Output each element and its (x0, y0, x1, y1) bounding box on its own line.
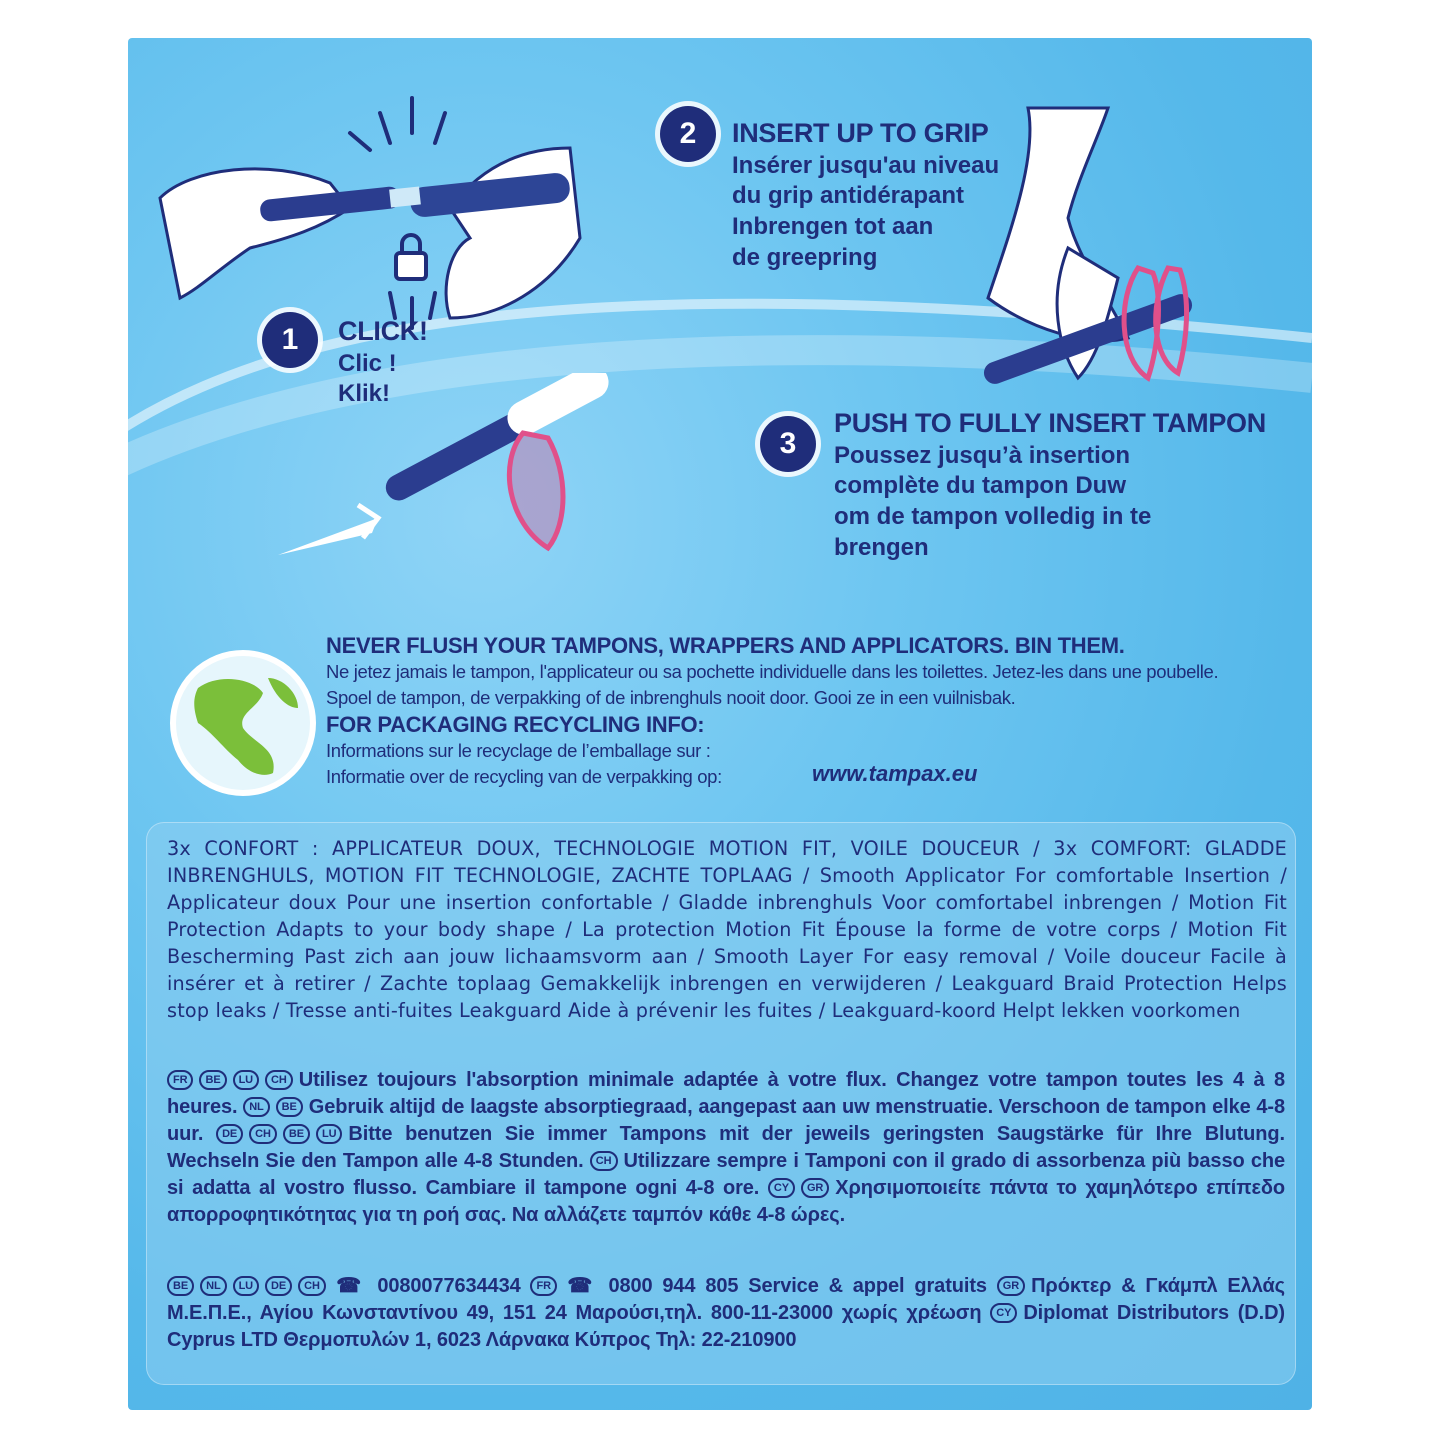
absorbency-warnings (167, 1067, 1285, 1229)
country-badge: LU (316, 1124, 342, 1144)
disposal-info (326, 633, 1286, 790)
country-badge: CY (990, 1303, 1017, 1323)
country-badge: FR (167, 1070, 193, 1090)
country-badge: CH (590, 1151, 618, 1171)
country-badge: CH (249, 1124, 277, 1144)
warning-gr: Χρησιμοποιείτε πάντα το χαμηλότερο επίπεδο απορροφητικότητας για τη ροή σας. Να αλλάζετε ταμπόν κάθε 4-8 ώρες. (167, 1177, 1286, 1226)
step-1-nl: Klik! (338, 380, 391, 408)
step-2-text (732, 116, 999, 273)
telephone-icon: ☎ (562, 1275, 597, 1297)
step-3-badge: 3 (760, 416, 816, 472)
step-3-line: complète du tampon Duw (834, 472, 1127, 500)
step-2-badge: 2 (660, 106, 716, 162)
recycling-fr: Informations sur le recyclage de l’emballage sur : (326, 739, 711, 761)
step-2-line: de greepring (732, 243, 878, 271)
step-2-line: du grip antidérapant (732, 182, 965, 210)
country-badge: GR (801, 1178, 829, 1198)
disposal-nl: Spoel de tampon, de verpakking of de inbrenghuls nooit door. Gooi ze in een vuilnisbak. (326, 687, 1016, 709)
step-2-line: Insérer jusqu'au niveau (732, 151, 1000, 179)
country-badge: FR (530, 1276, 556, 1296)
step-1-heading: CLICK! (338, 316, 428, 346)
country-badge: BE (167, 1276, 194, 1296)
country-badge: LU (233, 1070, 259, 1090)
step-3-line: brengen (834, 533, 929, 561)
telephone-icon: ☎ (331, 1275, 366, 1297)
warning-nl: Gebruik altijd de laagste absorptiegraad, aangepast aan uw menstruatie. Verschoon de tampon elke 4-8 uur. (167, 1096, 1285, 1145)
step-3-heading: PUSH TO FULLY INSERT TAMPON (834, 408, 1266, 438)
website-link[interactable]: www.tampax.eu (812, 761, 978, 786)
country-badge: BE (283, 1124, 310, 1144)
contact-gr: Πρόκτερ & Γκάμπλ Ελλάς Μ.Ε.Π.Ε., Αγίου Κωνσταντίνου 49, 151 24 Μαρούσι,τηλ. 800-11-23000 χωρίς χρέωση (167, 1275, 1285, 1324)
warning-de: Bitte benutzen Sie immer Tampons mit der jeweils geringsten Saugstärke für Ihre Blutung. Wechseln Sie den Tampon alle 4-8 Stunden. (167, 1123, 1285, 1172)
product-claims: 3x CONFORT : APPLICATEUR DOUX, TECHNOLOGIE MOTION FIT, VOILE DOUCEUR / 3x COMFORT: GLADDE INBRENGHULS, MOTION FIT TECHNOLOGIE, ZACHTE TOPLAAG / Smooth Applicator For comfortable Insertion / Applicateur doux Pour une insertion confortable / Gladde inbrenghuls Voor comfortabel inbrengen / Motion Fit Protection Adapts to your body shape / La protection Motion Fit Épouse la forme de votre corps / Motion Fit Bescherming Past zich aan jouw lichaamsvorm aan / Smooth Layer For easy removal / Voile douceur Facile à insérer et à retirer / Zachte toplaag Gemakkelijk inbrengen en verwijderen / Leakguard Braid Protection Helps stop leaks / Tresse anti-fuites Leakguard Aide à prévenir les fuites / Leakguard-koord Helpt lekken voorkomen (167, 837, 1287, 1022)
insert-hand-illustration (968, 98, 1198, 398)
country-badge: DE (216, 1124, 243, 1144)
step-3-line: om de tampon volledig in te (834, 502, 1152, 530)
country-badge: CH (265, 1070, 293, 1090)
phone-fr: 0800 944 805 Service & appel gratuits (608, 1275, 987, 1297)
claims-panel (146, 822, 1296, 1385)
globe-icon (168, 648, 318, 798)
step-1-fr: Clic ! (338, 349, 397, 377)
step-2-heading: INSERT UP TO GRIP (732, 118, 989, 148)
country-badge: LU (233, 1276, 259, 1296)
disposal-fr: Ne jetez jamais le tampon, l'applicateur ou sa pochette individuelle dans les toilettes. Jetez-les dans une poubelle. (326, 661, 1219, 682)
package-back-panel (128, 38, 1312, 1410)
warning-it: Utilizzare sempre i Tamponi con il grado di assorbenza più basso che si adatta al vostro flusso. Cambiare il tampone ogni 4-8 ore. (167, 1150, 1285, 1199)
contact-info (167, 1273, 1285, 1354)
country-badge: BE (199, 1070, 226, 1090)
step-3-line: Poussez jusqu’à insertion (834, 441, 1131, 469)
country-badge: NL (200, 1276, 226, 1296)
country-badge: CY (768, 1178, 795, 1198)
country-badge: CH (298, 1276, 326, 1296)
step-2-line: Inbrengen tot aan (732, 212, 934, 240)
recycling-nl: Informatie over de recycling van de verpakking op: (326, 765, 722, 787)
country-badge: NL (243, 1097, 269, 1117)
warning-fr: Utilisez toujours l'absorption minimale adaptée à votre flux. Changez votre tampon toutes les 4 à 8 heures. (167, 1069, 1285, 1118)
phone-number: 0080077634434 (377, 1275, 521, 1297)
country-badge: DE (265, 1276, 292, 1296)
recycling-heading: FOR PACKAGING RECYCLING INFO: (326, 711, 705, 737)
country-badge: BE (276, 1097, 303, 1117)
step-3-text (834, 406, 1266, 563)
disposal-heading: NEVER FLUSH YOUR TAMPONS, WRAPPERS AND APPLICATORS. BIN THEM. (326, 633, 1125, 658)
push-applicator-illustration (268, 373, 628, 563)
country-badge: GR (997, 1276, 1025, 1296)
step-1-badge: 1 (262, 312, 318, 368)
click-hands-illustration (150, 88, 590, 348)
contact-cy: Diplomat Distributors (D.D) Cyprus LTD Θερμοπυλών 1, 6023 Λάρνακα Κύπρος Τηλ: 22-210900 (167, 1302, 1285, 1351)
